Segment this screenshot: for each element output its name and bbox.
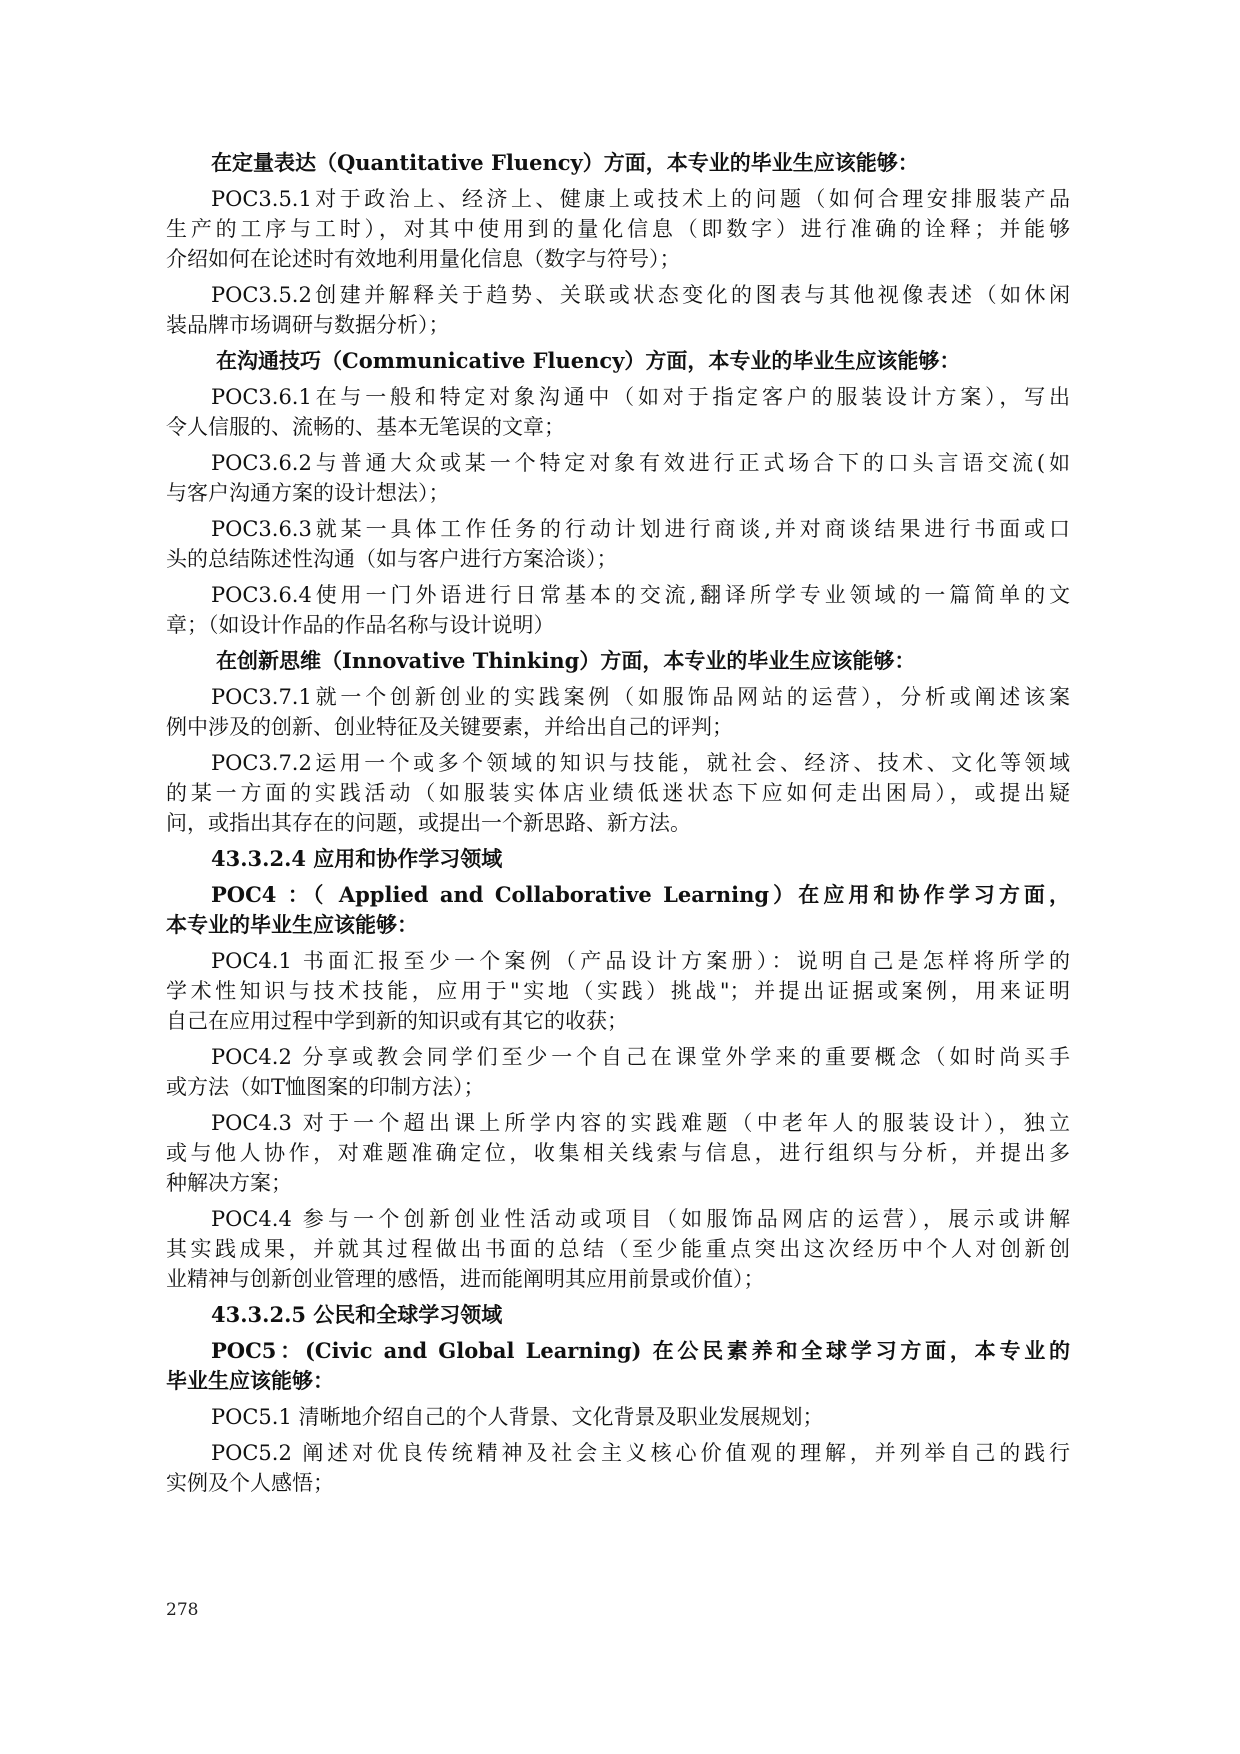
text-line: POC3.5.1对于政治上、经济上、健康上或技术上的问题（如何合理安排服装产品: [211, 187, 1070, 211]
text-line: 业精神与创新创业管理的感悟，进而能阐明其应用前景或价值）；: [166, 1267, 765, 1291]
text-line: 章；（如设计作品的作品名称与设计说明）: [166, 613, 555, 637]
text-line: POC4.2 分享或教会同学们至少一个自己在课堂外学来的重要概念（如时尚买手: [211, 1045, 1070, 1069]
text-line: POC4.1 书面汇报至少一个案例（产品设计方案册）：说明自己是怎样将所学的: [211, 949, 1070, 973]
section-heading-line: 43.3.2.4 应用和协作学习领域: [211, 846, 503, 871]
text-line: 问，或指出其存在的问题，或提出一个新思路、新方法。: [166, 811, 691, 835]
text-line: 实例及个人感悟；: [166, 1471, 334, 1495]
text-line: 或方法（如T恤图案的印制方法）；: [166, 1075, 485, 1099]
section-heading-line: 在创新思维（Innovative Thinking）方面，本专业的毕业生应该能够：: [216, 648, 916, 673]
text-line: POC3.7.2运用一个或多个领域的知识与技能，就社会、经济、技术、文化等领域: [211, 751, 1070, 775]
section-heading-line: 在定量表达（Quantitative Fluency）方面，本专业的毕业生应该能够：: [211, 150, 919, 175]
section-heading-line: POC4 ：（ Applied and Collaborative Learning）在应用和协作学习方面，: [211, 882, 1070, 907]
text-line: 介绍如何在论述时有效地利用量化信息（数字与符号）；: [166, 247, 681, 271]
text-line: POC3.7.1就一个创新创业的实践案例（如服饰品网站的运营），分析或阐述该案: [211, 685, 1070, 709]
text-line: 其实践成果，并就其过程做出书面的总结（至少能重点突出这次经历中个人对创新创: [166, 1237, 1070, 1261]
text-line: 例中涉及的创新、创业特征及关键要素，并给出自己的评判；: [166, 715, 733, 739]
text-line: 自己在应用过程中学到新的知识或有其它的收获；: [166, 1009, 628, 1033]
text-line: 装品牌市场调研与数据分析）；: [166, 313, 450, 337]
section-heading-line: 43.3.2.5 公民和全球学习领域: [211, 1302, 503, 1327]
text-line: POC3.6.2与普通大众或某一个特定对象有效进行正式场合下的口头言语交流(如: [211, 451, 1070, 475]
document-body: [166, 148, 1070, 1498]
text-line: POC5.2 阐述对优良传统精神及社会主义核心价值观的理解，并列举自己的践行: [211, 1441, 1070, 1465]
text-line: 生产的工序与工时），对其中使用到的量化信息（即数字）进行准确的诠释；并能够: [166, 217, 1070, 241]
text-line: 头的总结陈述性沟通（如与客户进行方案洽谈）；: [166, 547, 618, 571]
text-line: 学术性知识与技术技能，应用于"实地（实践）挑战"；并提出证据或案例，用来证明: [166, 979, 1070, 1003]
text-line: POC4.4 参与一个创新创业性活动或项目（如服饰品网店的运营），展示或讲解: [211, 1207, 1070, 1231]
text-line: POC4.3 对于一个超出课上所学内容的实践难题（中老年人的服装设计），独立: [211, 1111, 1070, 1135]
section-heading-line: 毕业生应该能够：: [166, 1368, 334, 1393]
text-line: 种解决方案；: [166, 1171, 292, 1195]
text-line: 与客户沟通方案的设计想法）；: [166, 481, 450, 505]
text-line: POC5.1 清晰地介绍自己的个人背景、文化背景及职业发展规划；: [211, 1405, 824, 1429]
section-heading-line: POC5：(Civic and Global Learning) 在公民素养和全球学习方面，本专业的: [211, 1338, 1070, 1363]
text-line: POC3.6.3就某一具体工作任务的行动计划进行商谈,并对商谈结果进行书面或口: [211, 517, 1070, 541]
text-line: 令人信服的、流畅的、基本无笔误的文章；: [166, 415, 565, 439]
section-heading-line: 在沟通技巧（Communicative Fluency）方面，本专业的毕业生应该能够：: [216, 348, 961, 373]
text-line: POC3.5.2创建并解释关于趋势、关联或状态变化的图表与其他视像表述（如休闲: [211, 283, 1070, 307]
page-number: 278: [166, 1600, 199, 1620]
text-line: 或与他人协作，对难题准确定位，收集相关线索与信息，进行组织与分析，并提出多: [166, 1141, 1070, 1165]
text-line: POC3.6.4使用一门外语进行日常基本的交流,翻译所学专业领域的一篇简单的文: [211, 583, 1070, 607]
section-heading-line: 本专业的毕业生应该能够：: [166, 912, 418, 937]
text-line: POC3.6.1在与一般和特定对象沟通中（如对于指定客户的服装设计方案），写出: [211, 385, 1070, 409]
text-line: 的某一方面的实践活动（如服装实体店业绩低迷状态下应如何走出困局），或提出疑: [166, 781, 1070, 805]
